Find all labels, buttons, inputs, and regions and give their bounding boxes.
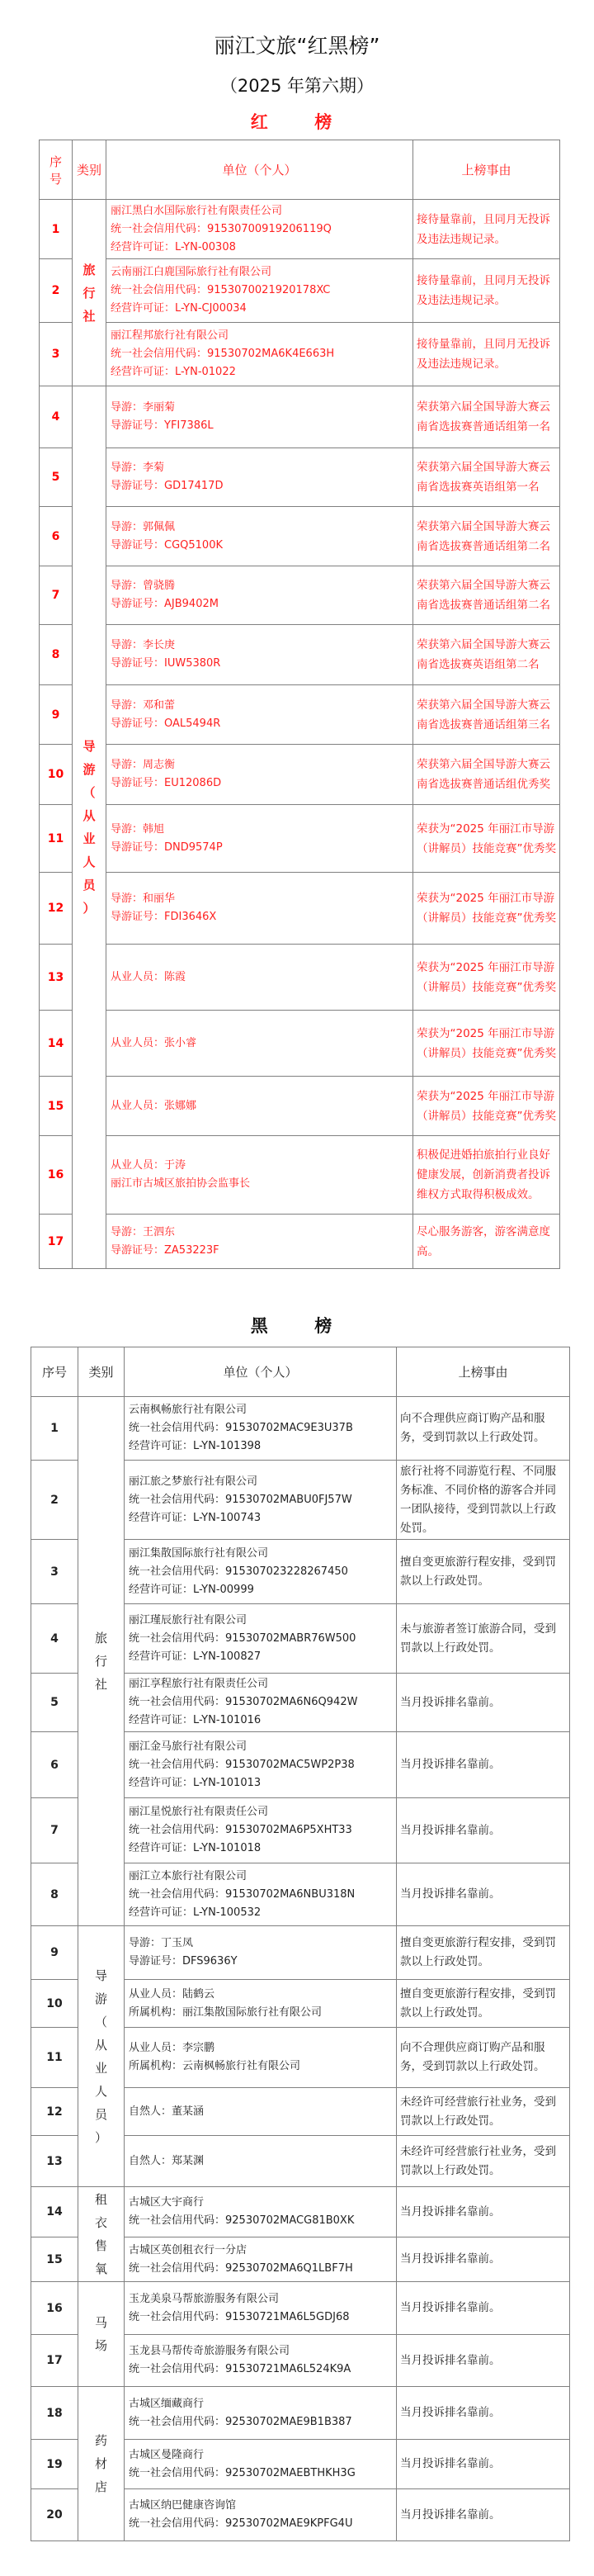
row-number: 7 [31,1798,78,1863]
reason-cell: 擅自变更旅游行程安排，受到罚款以上行政处罚。 [397,1926,570,1980]
unit-line: 丽江星悦旅行社有限责任公司 [129,1806,269,1818]
category-char: 从 [94,2037,107,2053]
category-char: 旅 [94,1631,107,1646]
row-number: 10 [31,1980,78,2028]
table-row [40,200,560,259]
unit-line: 统一社会信用代码：91530702MAC5WP2P38 [129,1758,355,1771]
reason-cell: 当月投诉排名靠前。 [397,1732,570,1798]
table-row [31,2187,570,2237]
table-row [40,1077,560,1136]
unit-cell [125,2387,397,2440]
row-number: 11 [31,2028,78,2088]
unit-line: 导游证号：IUW5380R [111,657,221,670]
unit-line: 统一社会信用代码：92530702MA6Q1LBF7H [129,2261,353,2275]
reason-cell: 当月投诉排名靠前。 [397,2489,570,2541]
row-number: 4 [40,386,73,448]
table-row [31,1926,570,1980]
row-number: 18 [31,2387,78,2440]
category-char: ） [94,2129,107,2145]
unit-cell [106,625,413,685]
unit-line: 古城区英创租衣行一分店 [129,2243,248,2256]
row-number: 14 [40,1011,73,1077]
row-number: 8 [31,1863,78,1926]
unit-cell [106,1077,413,1136]
unit-cell [125,2489,397,2541]
unit-line: 从业人员：于涛 [111,1159,186,1172]
category-char: 场 [94,2338,107,2353]
unit-line: 丽江黑白水国际旅行社有限责任公司 [111,204,283,217]
header-seq: 序号 [40,140,73,200]
row-number: 1 [40,200,73,259]
unit-line: 统一社会信用代码：91530702MA6N6Q942W [129,1696,358,1708]
unit-line: 统一社会信用代码：91530702MABU0FJ57W [129,1493,352,1506]
unit-line: 导游证号：ZA53223F [111,1243,219,1257]
reason-cell: 荣获第六届全国导游大赛云南省选拔赛普通话组优秀奖 [413,745,560,805]
reason-cell: 荣获第六届全国导游大赛云南省选拔赛英语组第一名 [413,448,560,507]
reason-cell: 向不合理供应商订购产品和服务，受到罚款以上行政处罚。 [397,2028,570,2088]
unit-line: 自然人：董某涵 [129,2105,205,2118]
unit-line: 古城区大宇商行 [129,2196,205,2209]
row-number: 15 [31,2237,78,2282]
unit-line: 统一社会信用代码：91530702MA6P5XHT33 [129,1824,352,1836]
category-char: ） [82,901,96,916]
unit-line: 导游：李长庚 [111,639,176,651]
unit-line: 统一社会信用代码：91530702MABR76W500 [129,1631,356,1645]
row-number: 4 [31,1604,78,1674]
reason-cell: 当月投诉排名靠前。 [397,2335,570,2387]
unit-line: 统一社会信用代码：92530702MAE9KPFG4U [129,2517,353,2530]
unit-line: 统一社会信用代码：91530702MA6K4E663H [111,348,335,360]
unit-cell [106,448,413,507]
unit-line: 统一社会信用代码：915307023228267450 [129,1565,348,1578]
category-char: 租 [94,2192,107,2207]
reason-cell: 荣获第六届全国导游大赛云南省选拔赛普通话组第二名 [413,507,560,566]
table-row [31,2282,570,2335]
unit-line: 丽江程邦旅行社有限公司 [111,329,229,342]
category-char: 员 [82,878,96,893]
category-char: 旅 [82,262,96,277]
unit-line: 从业人员：陆鹤云 [129,1987,215,2001]
unit-line: 云南枫畅旅行社有限公司 [129,1404,248,1416]
row-number: 16 [40,1136,73,1215]
unit-cell [106,507,413,566]
row-number: 5 [40,448,73,507]
unit-cell [125,1674,397,1732]
unit-line: 古城区曼隆商行 [129,2448,205,2461]
unit-line: 经营许可证：L-YN-100743 [129,1511,262,1524]
table-row [40,259,560,323]
row-number: 1 [31,1397,78,1461]
reason-cell: 尽心服务游客，游客满意度高。 [413,1215,560,1269]
reason-cell: 未经许可经营旅行社业务，受到罚款以上行政处罚。 [397,2088,570,2136]
category-cell-guide [73,386,106,1269]
reason-cell: 接待量靠前，且同月无投诉及违法违规记录。 [413,259,560,323]
category-cell-herb-shop [78,2387,125,2541]
unit-line: 统一社会信用代码：91530721MA6L5GDJ68 [129,2310,350,2323]
category-char: 行 [94,1654,107,1669]
unit-line: 丽江瑾辰旅行社有限公司 [129,1613,248,1627]
reason-cell: 荣获第六届全国导游大赛云南省选拔赛普通话组第二名 [413,566,560,625]
unit-line: 导游：曾骁腾 [111,580,176,592]
unit-line: 导游：邓和蕾 [111,698,176,712]
unit-line: 统一社会信用代码：92530702MAEBTHKH3G [129,2466,356,2479]
unit-line: 经营许可证：L-YN-01022 [111,366,236,378]
table-row [40,1215,560,1269]
unit-line: 统一社会信用代码：92530702MACG81B0XK [129,2214,355,2227]
reason-cell: 未经许可经营旅行社业务，受到罚款以上行政处罚。 [397,2136,570,2187]
table-row [40,625,560,685]
row-number: 15 [40,1077,73,1136]
unit-cell [106,566,413,625]
unit-line: 玉龙美泉马帮旅游服务有限公司 [129,2292,280,2305]
row-number: 19 [31,2440,78,2489]
unit-line: 统一社会信用代码：91530721MA6L524K9A [129,2363,351,2375]
unit-cell [106,386,413,448]
row-number: 14 [31,2187,78,2237]
unit-line: 导游证号：CGQ5100K [111,538,223,552]
unit-line: 经营许可证：L-YN-101018 [129,1842,262,1854]
header-reason: 上榜事由 [397,1347,570,1397]
reason-cell: 荣获第六届全国导游大赛云南省选拔赛英语组第二名 [413,625,560,685]
unit-line: 古城区缅藏商行 [129,2397,205,2410]
black-table-header [31,1347,570,1397]
unit-cell [106,945,413,1011]
unit-line: 所属机构：丽江集散国际旅行社有限公司 [129,2005,323,2019]
unit-line: 玉龙县马帮传奇旅游服务有限公司 [129,2345,290,2357]
unit-cell [106,805,413,873]
category-char: 导 [94,1968,107,1983]
unit-cell [125,1980,397,2028]
unit-line: 导游：和丽华 [111,893,176,905]
reason-cell: 荣获第六届全国导游大赛云南省选拔赛普通话组第一名 [413,386,560,448]
reason-cell: 当月投诉排名靠前。 [397,2440,570,2489]
unit-line: 导游证号：AJB9402M [111,598,219,610]
category-char: 社 [82,308,96,324]
category-char: 导 [82,739,96,754]
table-row [40,507,560,566]
unit-line: 导游证号：FDI3646X [111,911,217,923]
unit-line: 统一社会信用代码：91530700919206119Q [111,222,332,235]
unit-line: 统一社会信用代码：92530702MAE9B1B387 [129,2415,352,2428]
unit-line: 经营许可证：L-YN-00999 [129,1583,254,1596]
reason-cell: 荣获为“2025 年丽江市导游（讲解员）技能竞赛”优秀奖 [413,1011,560,1077]
unit-cell [125,2028,397,2088]
reason-cell: 荣获为“2025 年丽江市导游（讲解员）技能竞赛”优秀奖 [413,805,560,873]
unit-line: 从业人员：张娜娜 [111,1099,197,1112]
category-char: 材 [94,2456,107,2471]
row-number: 20 [31,2489,78,2541]
unit-line: 经营许可证：L-YN-CJ00034 [111,302,247,315]
category-char: （ [94,2014,107,2029]
row-number: 9 [31,1926,78,1980]
unit-line: 统一社会信用代码：91530702MA6NBU318N [129,1887,356,1901]
reason-cell: 接待量靠前，且同月无投诉及违法违规记录。 [413,200,560,259]
red-list-title: 红 榜 [250,112,344,132]
unit-line: 导游：周志衡 [111,759,176,771]
reason-cell: 荣获为“2025 年丽江市导游（讲解员）技能竞赛”优秀奖 [413,945,560,1011]
unit-cell [125,1863,397,1926]
reason-cell: 荣获为“2025 年丽江市导游（讲解员）技能竞赛”优秀奖 [413,1077,560,1136]
black-list-table [31,1347,570,2541]
unit-cell [125,1604,397,1674]
unit-line: 从业人员：陈霞 [111,970,186,983]
unit-line: 经营许可证：L-YN-00308 [111,240,236,253]
unit-cell [125,2237,397,2282]
unit-line: 丽江享程旅行社有限责任公司 [129,1678,269,1690]
unit-line: 从业人员：李宗鹏 [129,2042,215,2054]
row-number: 6 [40,507,73,566]
unit-line: 导游：郭佩佩 [111,520,176,533]
header-category: 类别 [73,140,106,200]
reason-cell: 擅自变更旅游行程安排，受到罚款以上行政处罚。 [397,1980,570,2028]
row-number: 12 [31,2088,78,2136]
category-char: 人 [82,855,96,869]
unit-cell [125,2282,397,2335]
red-table-header [40,140,560,200]
unit-line: 经营许可证：L-YN-100827 [129,1650,262,1663]
row-number: 7 [40,566,73,625]
table-row [40,1011,560,1077]
unit-line: 导游证号：EU12086D [111,777,222,789]
table-row [40,386,560,448]
table-row [40,1136,560,1215]
unit-cell [125,2088,397,2136]
table-row [40,745,560,805]
unit-line: 导游：王泗东 [111,1225,176,1238]
unit-cell [106,1011,413,1077]
row-number: 17 [31,2335,78,2387]
table-row [40,873,560,945]
unit-line: 导游证号：DFS9636Y [129,1955,238,1968]
row-number: 5 [31,1674,78,1732]
unit-line: 丽江立本旅行社有限公司 [129,1869,248,1882]
category-char: 氧 [94,2261,107,2276]
unit-cell [106,323,413,386]
document-subtitle: （2025 年第六期） [219,76,375,96]
unit-cell [106,259,413,323]
row-number: 2 [40,259,73,323]
category-cell-travel-agency [78,1397,125,1926]
unit-line: 丽江市古城区旅拍协会监事长 [111,1177,251,1190]
unit-line: 经营许可证：L-YN-101016 [129,1714,262,1726]
reason-cell: 当月投诉排名靠前。 [397,1798,570,1863]
table-row [40,448,560,507]
table-row [40,685,560,745]
reason-cell: 当月投诉排名靠前。 [397,2187,570,2237]
unit-line: 云南丽江白鹿国际旅行社有限公司 [111,266,272,278]
unit-line: 导游：李菊 [111,462,165,474]
reason-cell: 当月投诉排名靠前。 [397,2387,570,2440]
unit-line: 导游：李丽菊 [111,401,176,414]
row-number: 12 [40,873,73,945]
category-char: 人 [94,2083,107,2099]
category-char: 马 [94,2315,107,2330]
category-char: 游 [82,762,96,777]
unit-line: 导游证号：OAL5494R [111,717,221,730]
unit-cell [125,2136,397,2187]
category-char: 业 [82,831,96,846]
category-char: 药 [94,2433,107,2448]
unit-cell [106,745,413,805]
unit-cell [106,873,413,945]
category-cell-horse-farm [78,2282,125,2387]
table-row [40,323,560,386]
reason-cell: 荣获第六届全国导游大赛云南省选拔赛普通话组第三名 [413,685,560,745]
row-number: 9 [40,685,73,745]
table-row [40,805,560,873]
row-number: 10 [40,745,73,805]
unit-cell [125,1798,397,1863]
unit-line: 导游：韩旭 [111,822,165,836]
header-seq: 序号 [31,1347,78,1397]
row-number: 8 [40,625,73,685]
reason-cell: 接待量靠前，且同月无投诉及违法违规记录。 [413,323,560,386]
unit-cell [125,1397,397,1461]
unit-cell [106,685,413,745]
reason-cell: 未与旅游者签订旅游合同，受到罚款以上行政处罚。 [397,1604,570,1674]
unit-line: 导游证号：GD17417D [111,480,224,492]
header-reason: 上榜事由 [413,140,560,200]
category-char: 行 [82,285,96,301]
category-char: （ [82,785,96,800]
unit-line: 导游：丁玉凤 [129,1937,194,1949]
category-char: 游 [94,1991,107,2006]
unit-line: 统一社会信用代码：91530702MAC9E3U37B [129,1422,353,1434]
unit-cell [106,1136,413,1215]
table-row [31,1397,570,1461]
category-char: 衣 [94,2215,107,2230]
unit-cell [106,1215,413,1269]
reason-cell: 荣获为“2025 年丽江市导游（讲解员）技能竞赛”优秀奖 [413,873,560,945]
unit-cell [125,2335,397,2387]
unit-line: 从业人员：张小睿 [111,1036,197,1049]
category-char: 社 [94,1677,107,1692]
category-char: 店 [94,2479,107,2494]
category-cell-costume-oxygen [78,2187,125,2282]
category-char: 从 [82,808,96,823]
unit-line: 丽江金马旅行社有限公司 [129,1740,248,1753]
unit-line: 古城区纳巴健康咨询馆 [129,2499,237,2512]
table-row [31,2387,570,2440]
category-char: 业 [94,2060,107,2076]
unit-cell [125,1926,397,1980]
row-number: 11 [40,805,73,873]
row-number: 6 [31,1732,78,1798]
category-cell-guide [78,1926,125,2187]
unit-cell [125,1540,397,1604]
table-row [40,566,560,625]
reason-cell: 旅行社将不同游览行程、不同服务标准、不同价格的游客合并同一团队接待，受到罚款以上行政处罚。 [397,1461,570,1540]
unit-cell [106,200,413,259]
table-row [40,945,560,1011]
row-number: 17 [40,1215,73,1269]
unit-line: 经营许可证：L-YN-101398 [129,1440,262,1452]
reason-cell: 擅自变更旅游行程安排，受到罚款以上行政处罚。 [397,1540,570,1604]
category-char: 售 [94,2238,107,2253]
reason-cell: 当月投诉排名靠前。 [397,1674,570,1732]
header-unit: 单位（个人） [125,1347,397,1397]
header-unit: 单位（个人） [106,140,413,200]
row-number: 13 [31,2136,78,2187]
unit-line: 经营许可证：L-YN-101013 [129,1776,262,1789]
unit-line: 导游证号：YFI7386L [111,419,214,432]
row-number: 3 [31,1540,78,1604]
category-char: 员 [94,2106,107,2122]
reason-cell: 向不合理供应商订购产品和服务，受到罚款以上行政处罚。 [397,1397,570,1461]
unit-cell [125,1732,397,1798]
red-list-table [39,140,560,1269]
unit-cell [125,2187,397,2237]
black-list-title: 黑 榜 [250,1316,344,1336]
unit-line: 丽江集散国际旅行社有限公司 [129,1546,269,1560]
reason-cell: 积极促进婚拍旅拍行业良好健康发展，创新消费者投诉维权方式取得积极成效。 [413,1136,560,1215]
row-number: 13 [40,945,73,1011]
row-number: 16 [31,2282,78,2335]
unit-cell [125,2440,397,2489]
category-cell-travel-agency [73,200,106,386]
header-category: 类别 [78,1347,125,1397]
unit-line: 经营许可证：L-YN-100532 [129,1906,262,1919]
reason-cell: 当月投诉排名靠前。 [397,2282,570,2335]
unit-line: 统一社会信用代码：9153070021920178XC [111,284,331,296]
unit-line: 自然人：郑某渊 [129,2154,205,2167]
unit-line: 导游证号：DND9574P [111,841,223,854]
row-number: 3 [40,323,73,386]
reason-cell: 当月投诉排名靠前。 [397,1863,570,1926]
unit-cell [125,1461,397,1540]
document-title: 丽江文旅“红黑榜” [214,34,380,58]
row-number: 2 [31,1461,78,1540]
unit-line: 丽江旅之梦旅行社有限公司 [129,1475,258,1488]
unit-line: 所属机构：云南枫畅旅行社有限公司 [129,2060,301,2072]
reason-cell: 当月投诉排名靠前。 [397,2237,570,2282]
